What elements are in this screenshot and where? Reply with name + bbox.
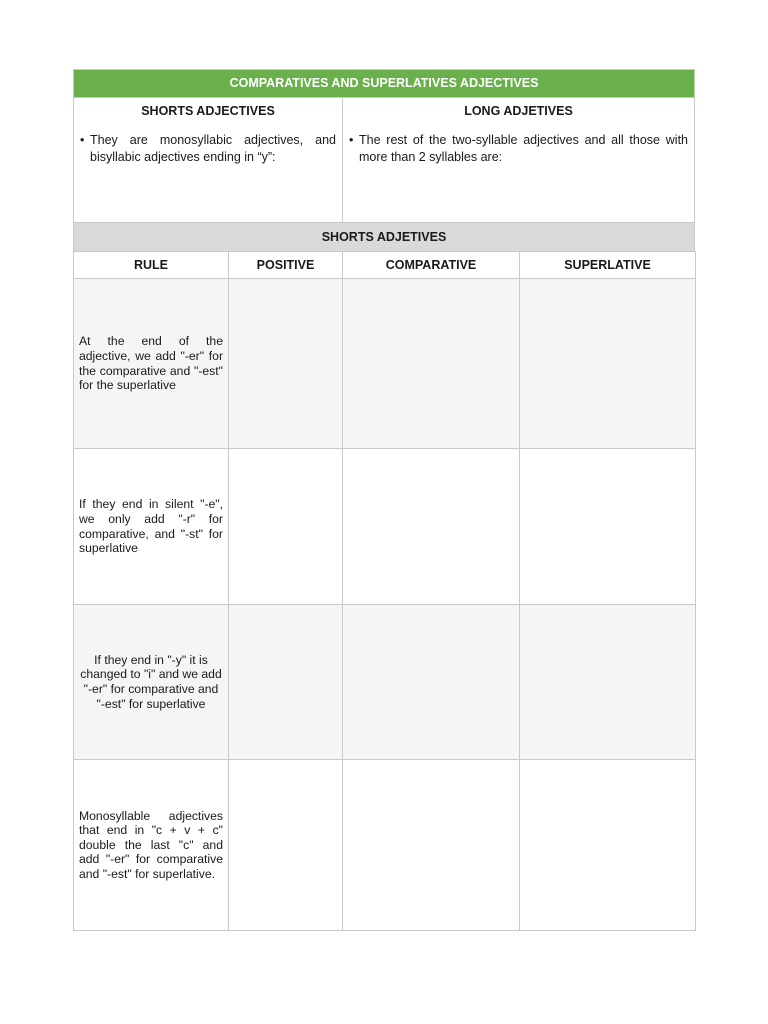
section-title: SHORTS ADJETIVES <box>73 222 695 251</box>
comparative-cell[interactable] <box>343 449 520 605</box>
comparative-cell[interactable] <box>343 760 520 931</box>
superlative-cell[interactable] <box>520 279 696 449</box>
worksheet-title: COMPARATIVES AND SUPERLATIVES ADJECTIVES <box>73 69 695 97</box>
positive-cell[interactable] <box>229 760 343 931</box>
rule-cell: Monosyllable adjectives that end in "c + v + c" double the last "c" and add "-er" for comparative and "-est" for superlative. <box>74 760 229 931</box>
bullet-icon: • <box>80 133 85 147</box>
long-adjectives-bullet-item <box>349 132 688 166</box>
long-adjectives-intro <box>343 98 694 222</box>
superlative-cell[interactable] <box>520 760 696 931</box>
comparative-cell[interactable] <box>343 279 520 449</box>
table-row <box>74 760 696 931</box>
column-header-rule: RULE <box>74 252 229 279</box>
column-header-positive: POSITIVE <box>229 252 343 279</box>
column-header-comparative: COMPARATIVE <box>343 252 520 279</box>
rule-cell: If they end in "-y" it is changed to "i" and we add "-er" for comparative and "-est" for superlative <box>74 605 229 760</box>
long-adjectives-heading: LONG ADJETIVES <box>464 104 573 118</box>
superlative-cell[interactable] <box>520 605 696 760</box>
short-adjectives-heading: SHORTS ADJECTIVES <box>141 104 275 118</box>
table-header-row <box>74 252 696 279</box>
superlative-cell[interactable] <box>520 449 696 605</box>
positive-cell[interactable] <box>229 449 343 605</box>
short-adjectives-intro <box>74 98 343 222</box>
table-row <box>74 279 696 449</box>
intro-section <box>73 97 695 222</box>
column-header-superlative: SUPERLATIVE <box>520 252 696 279</box>
adjectives-table <box>73 251 696 931</box>
worksheet <box>73 69 695 931</box>
table-row <box>74 605 696 760</box>
rule-cell: At the end of the adjective, we add "-er" for the comparative and "-est" for the superlative <box>74 279 229 449</box>
short-adjectives-definition: They are monosyllabic adjectives, and bisyllabic adjectives ending in “y”: <box>90 133 336 164</box>
comparative-cell[interactable] <box>343 605 520 760</box>
positive-cell[interactable] <box>229 279 343 449</box>
positive-cell[interactable] <box>229 605 343 760</box>
short-adjectives-bullet-item <box>80 132 336 166</box>
rule-cell: If they end in silent "-e", we only add "-r" for comparative, and "-st" for superlative <box>74 449 229 605</box>
long-adjectives-definition: The rest of the two-syllable adjectives and all those with more than 2 syllables are: <box>359 133 688 164</box>
bullet-icon: • <box>349 133 354 147</box>
table-row <box>74 449 696 605</box>
